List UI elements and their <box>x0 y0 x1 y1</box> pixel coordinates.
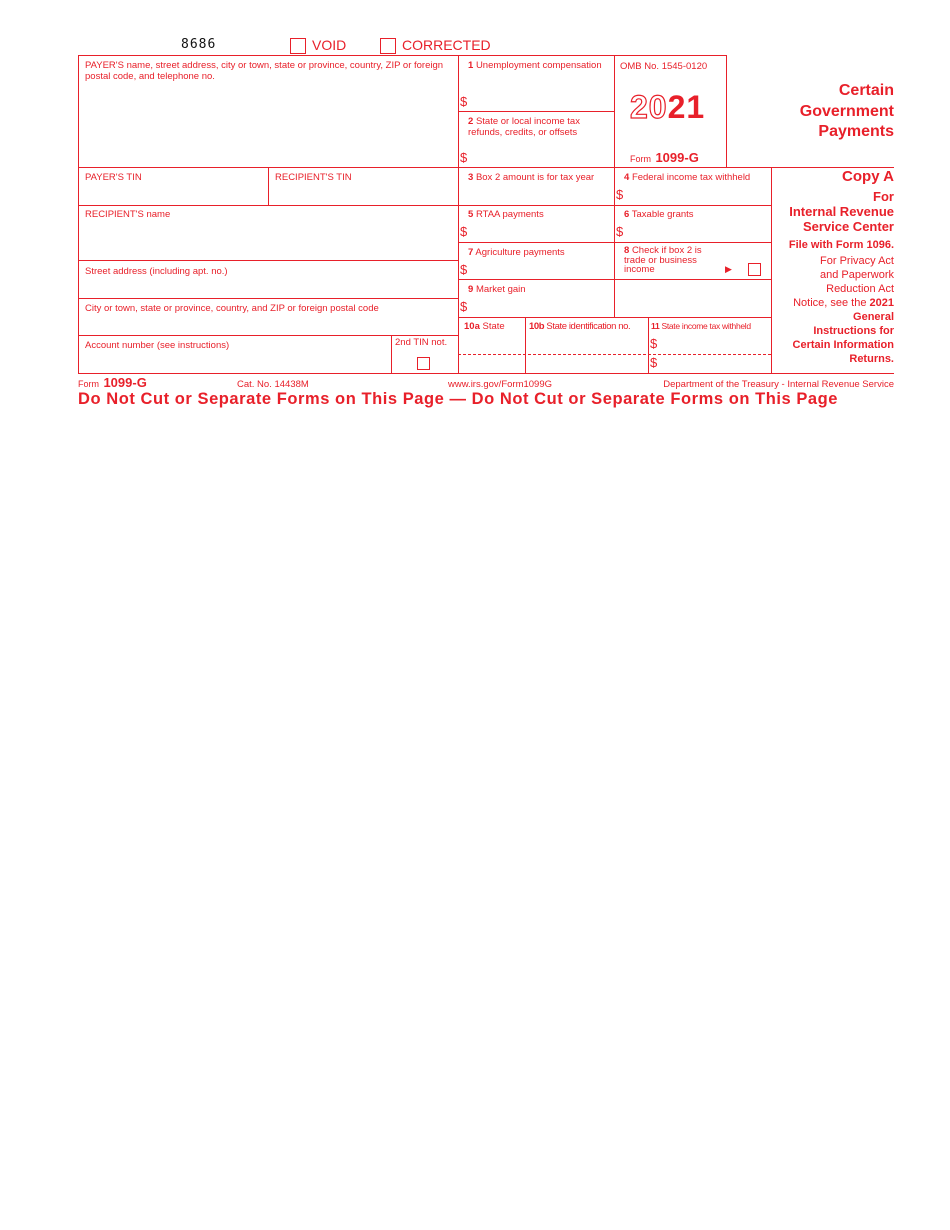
copy-for: For <box>873 189 894 204</box>
box10a-label: 10a State <box>464 321 505 332</box>
box10a-field-1[interactable] <box>459 334 524 353</box>
box9-amount-field[interactable] <box>470 297 612 316</box>
box5-dollar: $ <box>460 224 468 239</box>
footer-cat-no: Cat. No. 14438M <box>237 379 309 390</box>
footer-dept: Department of the Treasury - Internal Revenue Service <box>663 379 894 390</box>
recipient-tin-field[interactable] <box>269 185 457 204</box>
city-label: City or town, state or province, country, and ZIP or foreign postal code <box>85 303 379 314</box>
street-address-field[interactable] <box>79 278 457 297</box>
box1-label: 1 Unemployment compensation <box>468 60 602 71</box>
street-address-label: Street address (including apt. no.) <box>85 266 228 277</box>
account-number-field[interactable] <box>79 352 390 372</box>
box2-amount-field[interactable] <box>470 146 612 166</box>
copy-a-title: Copy A <box>842 168 894 185</box>
box4-label: 4 Federal income tax withheld <box>624 172 751 183</box>
payer-name-field[interactable] <box>79 84 457 166</box>
footer-form-name: Form 1099-G <box>78 375 147 390</box>
box8-checkbox[interactable] <box>748 263 761 276</box>
box10b-field-2[interactable] <box>526 355 647 372</box>
void-label: VOID <box>312 37 347 53</box>
copy-a-block: Copy A For Internal Revenue Service Center File with Form 1096. For Privacy Act and Paperwork Reduction Act Notice, see the 2021 General Instructions for Certain Information Returns. <box>772 168 894 366</box>
form-title: Certain Government Payments <box>799 82 894 140</box>
file-with-note: File with Form 1096. <box>788 239 894 251</box>
box1-dollar: $ <box>460 94 468 109</box>
box3-label: 3 Box 2 amount is for tax year <box>468 172 595 183</box>
footer-url: www.irs.gov/Form1099G <box>448 379 553 390</box>
box7-label: 7 Agriculture payments <box>468 247 565 258</box>
city-field[interactable] <box>79 315 457 334</box>
box8-arrow-icon: ▶ <box>725 264 732 274</box>
recipient-name-label: RECIPIENT'S name <box>85 209 171 220</box>
box1-amount-field[interactable] <box>470 90 612 110</box>
box2-dollar: $ <box>460 150 468 165</box>
corrected-label: CORRECTED <box>402 37 491 53</box>
account-number-label: Account number (see instructions) <box>85 340 230 351</box>
box5-label: 5 RTAA payments <box>468 209 544 220</box>
box9-dollar: $ <box>460 299 468 314</box>
recipient-tin-label: RECIPIENT'S TIN <box>275 172 352 183</box>
box7-amount-field[interactable] <box>470 260 612 278</box>
payer-name-label: PAYER'S name, street address, city or town, state or province, country, ZIP or foreign postal code, and telephone no. <box>85 60 444 82</box>
tax-year-outline: 20 <box>630 89 668 125</box>
box10b-field-1[interactable] <box>526 334 647 353</box>
box6-label: 6 Taxable grants <box>624 209 694 220</box>
box4-amount-field[interactable] <box>626 185 770 204</box>
box11-amount-field-1[interactable] <box>660 334 770 353</box>
box11-dollar-2: $ <box>650 355 658 370</box>
box6-dollar: $ <box>616 224 624 239</box>
payer-tin-label: PAYER'S TIN <box>85 172 142 183</box>
box10b-label: 10b State identification no. <box>529 321 631 332</box>
box7-dollar: $ <box>460 262 468 277</box>
omb-form-name: Form 1099-G <box>630 150 699 165</box>
second-tin-label: 2nd TIN not. <box>395 337 448 348</box>
box6-amount-field[interactable] <box>626 222 770 241</box>
tax-year <box>630 89 705 126</box>
omb-number: OMB No. 1545-0120 <box>620 61 708 72</box>
void-checkbox[interactable] <box>290 38 306 54</box>
box11-label: 11 State income tax withheld <box>651 321 751 331</box>
tax-year-bold: 21 <box>667 89 706 125</box>
box8-label: 8 Check if box 2 is trade or business income <box>624 245 702 275</box>
box2-label: 2 State or local income tax refunds, credits, or offsets <box>468 116 580 138</box>
box11-amount-field-2[interactable] <box>660 355 770 372</box>
payer-tin-field[interactable] <box>79 185 267 204</box>
recipient-name-field[interactable] <box>79 222 457 259</box>
box3-field[interactable] <box>459 185 613 204</box>
form-code: 8686 <box>181 37 217 52</box>
corrected-checkbox[interactable] <box>380 38 396 54</box>
second-tin-checkbox[interactable] <box>417 357 430 370</box>
box10a-field-2[interactable] <box>459 355 524 372</box>
box4-dollar: $ <box>616 187 624 202</box>
box11-dollar-1: $ <box>650 336 658 351</box>
box9-label: 9 Market gain <box>468 284 526 295</box>
box5-amount-field[interactable] <box>470 222 612 241</box>
do-not-cut-warning: Do Not Cut or Separate Forms on This Page — Do Not Cut or Separate Forms on This Page <box>78 390 839 408</box>
